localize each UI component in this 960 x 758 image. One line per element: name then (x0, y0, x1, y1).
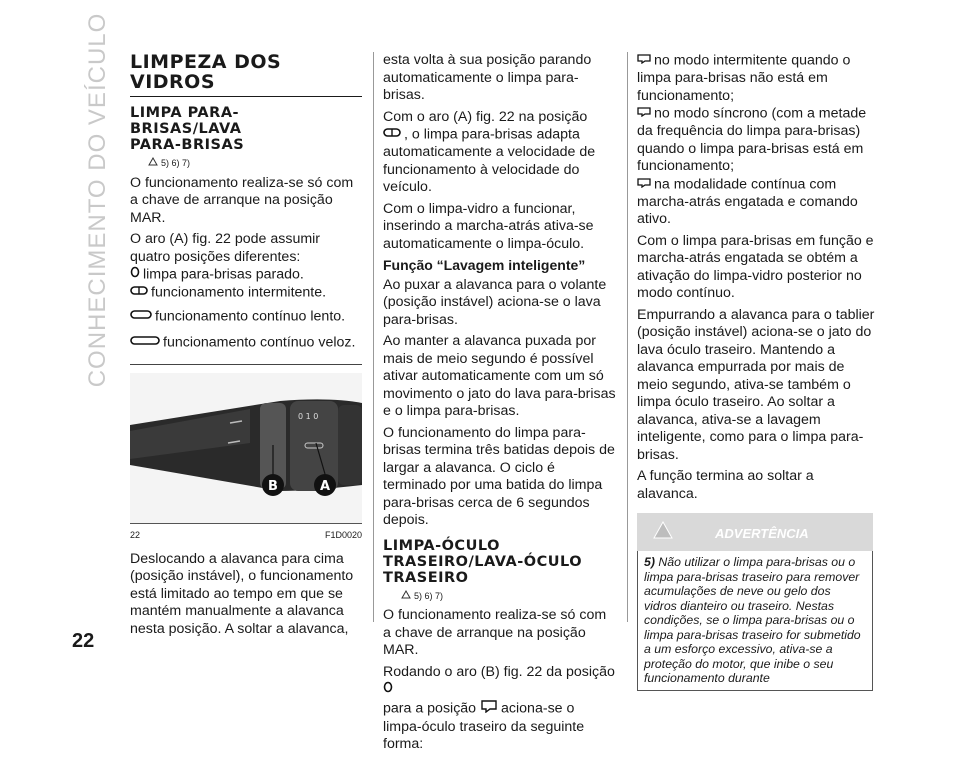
warning-title: ADVERTÊNCIA (715, 526, 809, 541)
column-2 (383, 52, 616, 758)
paragraph: Ao manter a alavanca puxada por mais de meio segundo é possível ativar automaticamente com um só movimento o jato do lava para-brisas e o limpa para-brisas. (383, 333, 616, 419)
subheading: Função “Lavagem inteligente” (383, 257, 586, 273)
paragraph: esta volta à sua posição parando automaticamente o limpa para-brisas. (383, 52, 592, 103)
subsection-title: LIMPA-ÓCULO TRASEIRO/LAVA-ÓCULO TRASEIRO (383, 537, 583, 586)
figure-number: 22 (130, 530, 141, 541)
book-reference-icon (401, 588, 411, 606)
list-item: no modo síncrono (com a metade da frequência do limpa para-brisas) quando o limpa para-brisas está em funcionamento; (637, 105, 867, 174)
rear-wiper-icon (637, 52, 651, 70)
paragraph: Com o limpa-vidro a funcionar, inserindo a marcha-atrás ativa-se automaticamente o limpa-óculo. (383, 200, 594, 252)
section-title: LIMPEZA DOS VIDROS (130, 51, 282, 93)
list-item: funcionamento contínuo lento. (130, 308, 362, 326)
title-rule (130, 96, 362, 97)
paragraph: Deslocando a alavanca para cima (posição instável), o funcionamento está limitado ao tempo em que se mantém manualmente a alavanca nesta posição. A soltar a alavanca, (130, 550, 354, 637)
page-number: 22 (72, 630, 95, 652)
paragraph: O funcionamento do limpa para-brisas termina três batidas depois de largar a alavanca. O ciclo é terminado por uma batida do limpa para-brisas cerca de 6 segundos depois. (383, 424, 615, 528)
list-item: funcionamento contínuo veloz. (130, 334, 362, 352)
column-3 (637, 52, 877, 691)
subsection-title: LIMPA PARA- BRISAS/LAVA PARA-BRISAS (130, 105, 245, 153)
warning-triangle-icon (653, 521, 673, 545)
list-item: funcionamento intermitente. (130, 284, 362, 302)
list-item: limpa para-brisas parado. (130, 266, 362, 284)
label-b: B (268, 479, 278, 495)
paragraph: O funcionamento realiza-se só com a chave de arranque na posição MAR. (130, 174, 354, 226)
paragraph: Com o limpa para-brisas em função e marcha-atrás engatada se obtém a ativação do limpa-vidro posterior no modo contínuo. (637, 232, 874, 301)
figure-code: F1D0020 (324, 530, 362, 541)
rear-wiper-icon (480, 699, 498, 719)
list-item: na modalidade contínua com marcha-atrás engatada e comando ativo. (637, 176, 858, 227)
paragraph: Com o aro (A) fig. 22 na posição , o limpa para-brisas adapta automaticamente a velocidade de funcionamento à velocidade do veículo. (383, 108, 596, 195)
side-section-title: CONHECIMENTO DO VEÍCULO (84, 12, 111, 388)
warning-header (637, 513, 873, 551)
paragraph: O aro (A) fig. 22 pode assumir quatro posições diferentes: (130, 231, 321, 265)
references: 5) 6) 7) (401, 588, 616, 606)
circle-off-icon (383, 681, 393, 699)
warning-text: 5) Não utilizar o limpa para-brisas ou o limpa para-brisas traseiro para remover acumulações de neve ou gelo dos vidros dianteiro ou traseiro. Nestas condições, se o limpa para-brisas ou o limpa para-brisas traseiro for submetido a um esforço excessivo, ativa-se a proteção do motor, que inibe o seu funcionamento durante (637, 551, 873, 691)
continuous-slow-icon (130, 308, 152, 326)
auto-sensor-icon (383, 126, 401, 144)
label-a: A (319, 479, 331, 495)
continuous-fast-icon (130, 334, 160, 352)
book-reference-icon (148, 155, 158, 173)
rear-wiper-icon (637, 105, 651, 123)
paragraph: O funcionamento realiza-se só com a chave de arranque na posição MAR. (383, 607, 607, 659)
figure-top-rule (130, 364, 362, 365)
intermittent-icon (130, 284, 148, 302)
column-divider (627, 52, 628, 622)
paragraph: Empurrando a alavanca para o tablier (posição instável) aciona-se o jato do lava óculo traseiro. Mantendo a alavanca empurrada por mais de meio segundo, ativa-se também o limpa óculo traseiro. Ao soltar a alavanca, ativa-se a lavagem inteligente, como para o limpa para-brisas. (637, 306, 875, 463)
wiper-stalk-figure (130, 373, 362, 523)
column-divider (373, 52, 374, 622)
list-item: no modo intermitente quando o limpa para-brisas não está em funcionamento; (637, 52, 851, 104)
paragraph: Rodando o aro (B) fig. 22 da posição para a posição aciona-se o limpa-óculo traseiro da seguinte forma: (383, 663, 615, 753)
svg-text:0 1 0: 0 1 0 (298, 412, 319, 422)
paragraph: Ao puxar a alavanca para o volante (posição instável) aciona-se o lava para-brisas. (383, 276, 607, 328)
rear-wiper-icon (637, 176, 651, 194)
paragraph: A função termina ao soltar a alavanca. (637, 468, 814, 502)
figure-caption (130, 523, 362, 545)
circle-off-icon (130, 266, 140, 284)
column-1 (130, 52, 362, 642)
references: 5) 6) 7) (148, 155, 362, 173)
